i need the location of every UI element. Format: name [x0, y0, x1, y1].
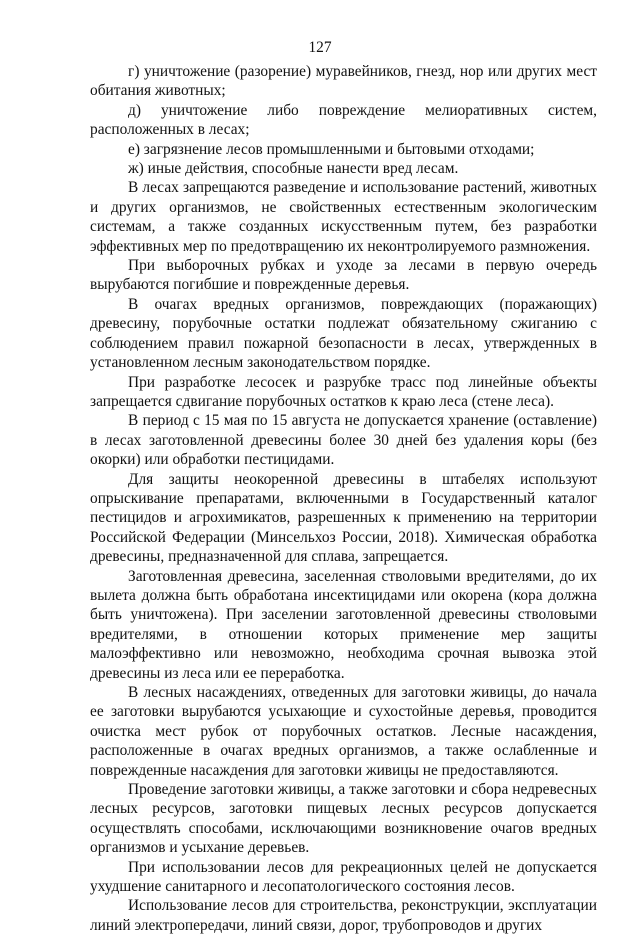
paragraph: В лесах запрещаются разведение и использование растений, животных и других организмов, не свойственных естественным экологическим системам, а также созданных искусственным путем, без разработки эффективных мер по предотвращению их неконтролируемого размножения.: [90, 179, 597, 255]
paragraph: Проведение заготовки живицы, а также заготовки и сбора недревесных лесных ресурсов, заготовки пищевых лесных ресурсов допускается осуществлять способами, исключающими возникновение очагов вредных организмов и усыхание деревьев.: [90, 781, 597, 857]
paragraph: Заготовленная древесина, заселенная стволовыми вредителями, до их вылета должна быть обработана инсектицидами или окорена (кора должна быть уничтожена). При заселении заготовленной древесины стволовыми вредителями, в отношении которых применение мер защиты малоэффективно или невозможно, необходима срочная вывозка этой древесины из леса или ее переработка.: [90, 567, 597, 682]
list-item-g: г) уничтожение (разорение) муравейников, гнезд, нор или других мест обитания животных;: [90, 63, 597, 100]
paragraph: Использование лесов для строительства, реконструкции, эксплуатации линий электропередачи, линий связи, дорог, трубопроводов и других: [90, 897, 597, 934]
list-item-e: е) загрязнение лесов промышленными и бытовыми отходами;: [128, 140, 535, 158]
paragraph: При разработке лесосек и разрубке трасс под линейные объекты запрещается сдвигание порубочных остатков к краю леса (стене леса).: [90, 373, 597, 410]
paragraph: При выборочных рубках и уходе за лесами в первую очередь вырубаются погибшие и поврежденные деревья.: [90, 257, 597, 294]
list-item-zh: ж) иные действия, способные нанести вред лесам.: [128, 160, 459, 178]
paragraph: В период с 15 мая по 15 августа не допускается хранение (оставление) в лесах заготовленной древесины более 30 дней без удаления коры (без окорки) или обработки пестицидами.: [90, 412, 597, 469]
paragraph: При использовании лесов для рекреационных целей не допускается ухудшение санитарного и лесопатологического состояния лесов.: [90, 858, 597, 896]
list-item-d: д) уничтожение либо повреждение мелиоративных систем, расположенных в лесах;: [90, 101, 597, 139]
page-number: 127: [308, 39, 332, 56]
paragraph: Для защиты неокоренной древесины в штабелях используют опрыскивание препаратами, включенными в Государственный каталог пестицидов и агрохимикатов, разрешенных к применению на территории Российской Федерации (Минсельхоз России, 2018). Химическая обработка древесины, предназначенной для сплава, запрещается.: [90, 470, 597, 566]
paragraph: В лесных насаждениях, отведенных для заготовки живицы, до начала ее заготовки вырубаются усыхающие и сухостойные деревья, проводится очистка мест рубок от порубочных остатков. Лесные насаждения, расположенные в очагах вредных организмов, а также ослабленные и поврежденные насаждения для заготовки живицы не предоставляются.: [90, 684, 597, 779]
paragraph: В очагах вредных организмов, повреждающих (поражающих) древесину, порубочные остатки подлежат обязательному сжиганию с соблюдением правил пожарной безопасности в лесах, утвержденных в установленном лесным законодательством порядке.: [90, 295, 597, 372]
body-text: [90, 62, 597, 935]
